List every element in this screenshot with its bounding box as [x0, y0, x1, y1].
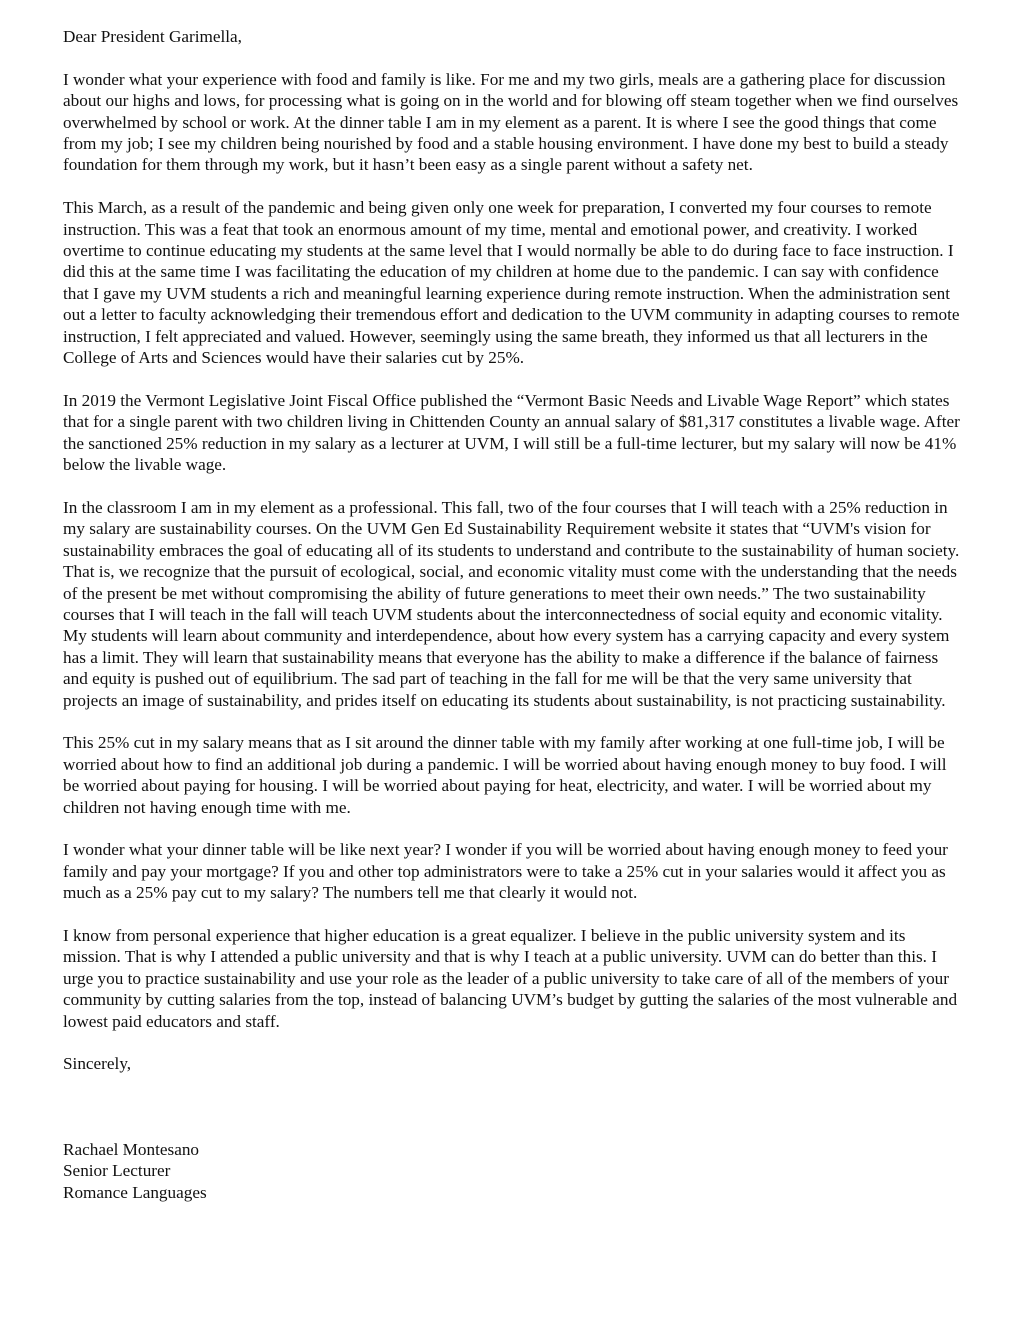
signature-title: Senior Lecturer: [63, 1161, 171, 1181]
signature-name: Rachael Montesano: [63, 1139, 200, 1159]
paragraph-livable-wage: In 2019 the Vermont Legislative Joint Fiscal Office published the “Vermont Basic Needs and Livable Wage Report” which states that for a single parent with two children living in Chittenden County an annual salary of $81,317 constitutes a livable wage. After the sanctioned 25% reduction in my salary as a lecturer at UVM, I will still be a full-time lecturer, but my salary will now be 41% below the livable wage.: [63, 390, 960, 475]
signature-department: Romance Languages: [63, 1182, 207, 1202]
paragraph-remote-instruction: This March, as a result of the pandemic and being given only one week for preparation, I converted my four courses to remote instruction. This was a feat that took an enormous amount of my time, mental and emotional power, and creativity. I worked overtime to continue educating my students at the same level that I would normally be able to do during face to face instruction. I did this at the same time I was facilitating the education of my children at home due to the pandemic. I can say with confidence that I gave my UVM students a rich and meaningful learning experience during remote instruction. When the administration sent out a letter to faculty acknowledging their tremendous effort and dedication to the UVM community in adapting courses to remote instruction, I felt appreciated and valued. However, seemingly using the same breath, they informed us that all lecturers in the College of Arts and Sciences would have their salaries cut by 25%.: [63, 198, 960, 368]
closing: Sincerely,: [63, 1054, 132, 1074]
paragraph-sustainability: In the classroom I am in my element as a professional. This fall, two of the four courses that I will teach with a 25% reduction in my salary are sustainability courses. On the UVM Gen Ed Sustainability Requirement website it states that “UVM's vision for sustainability embraces the goal of educating all of its students to understand and contribute to the sustainability of human society. That is, we recognize that the pursuit of ecological, social, and economic vitality must come with the understanding that the needs of the present be met without compromising the ability of future generations to meet their own needs.” The two sustainability courses that I will teach in the fall will teach UVM students about the interconnectedness of social equity and economic vitality. My students will learn about community and interdependence, about how every system has a carrying capacity and every system has a limit. They will learn that sustainability means that everyone has the ability to make a difference if the balance of fairness and equity is pushed out of equilibrium. The sad part of teaching in the fall for me will be that the very same university that projects an image of sustainability, and prides itself on educating its students about sustainability, is not practicing sustainability.: [63, 497, 960, 710]
signature-block: [63, 1139, 963, 1203]
paragraph-food-and-family: I wonder what your experience with food and family is like. For me and my two girls, meals are a gathering place for discussion about our highs and lows, for processing what is going on in the world and for blowing off steam together when we find ourselves overwhelmed by school or work. At the dinner table I am in my element as a parent. It is where I see the good things that come from my job; I see my children being nourished by food and a stable housing environment. I have done my best to build a steady foundation for them through my work, but it hasn’t been easy as a single parent without a safety net.: [63, 69, 959, 175]
paragraph-higher-education: I know from personal experience that higher education is a great equalizer. I believe in the public university system and its mission. That is why I attended a public university and that is why I teach at a public university. UVM can do better than this. I urge you to practice sustainability and use your role as the leader of a public university to take care of all of the members of your community by cutting salaries from the top, instead of balancing UVM’s budget by gutting the salaries of the most vulnerable and lowest paid educators and staff.: [63, 925, 958, 1031]
paragraph-dinner-table-question: I wonder what your dinner table will be like next year? I wonder if you will be worried about having enough money to feed your family and pay your mortgage? If you and other top administrators were to take a 25% cut in your salaries would it affect you as much as a 25% pay cut to my salary? The numbers tell me that clearly it would not.: [63, 840, 948, 903]
salutation: Dear President Garimella,: [63, 27, 242, 46]
signature-space: [63, 1075, 963, 1139]
paragraph-salary-cut-impact: This 25% cut in my salary means that as I sit around the dinner table with my family after working at one full-time job, I will be worried about how to find an additional job during a pandemic. I will be worried about having enough money to buy food. I will be worried about paying for housing. I will be worried about paying for heat, electricity, and water. I will be worried about my children not having enough time with me.: [63, 733, 947, 817]
letter-body: [63, 26, 963, 1203]
